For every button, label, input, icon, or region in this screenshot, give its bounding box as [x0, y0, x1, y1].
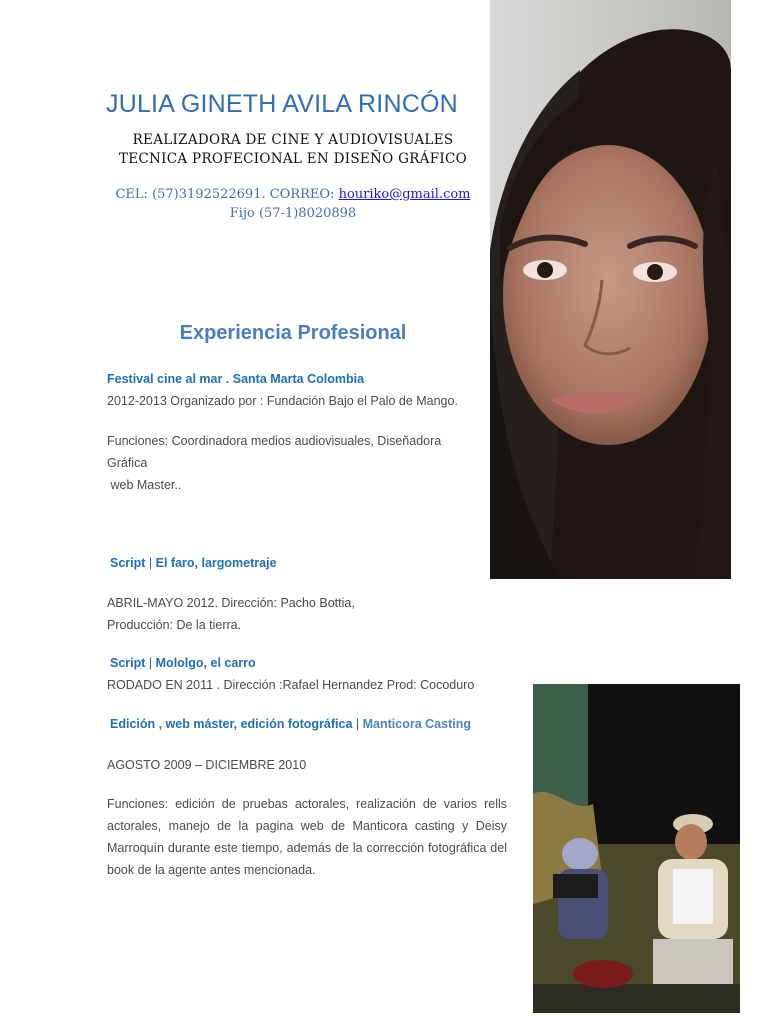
film-set-photo-illustration	[533, 684, 740, 1013]
job-role: Edición , web máster, edición fotográfica	[110, 717, 353, 731]
cv-subtitle-technician: TECNICA PROFECIONAL EN DISEÑO GRÁFICO	[118, 151, 468, 167]
job-title-manticora	[110, 717, 471, 731]
job-functions-manticora: Funciones: edición de pruebas actorales, realización de varios rells actorales, manejo de la pagina web de Manticora casting y Deisy Marroquín durante este tiempo, además de la corrección fotográfica del book de la agente antes mencionada.	[107, 797, 507, 877]
job-description-mololgo: RODADO EN 2011 . Dirección :Rafael Hernandez Prod: Cocoduro	[107, 678, 475, 692]
job-role: Script	[110, 556, 146, 570]
job-production: Producción: De la tierra.	[107, 618, 242, 632]
job-description-festival	[107, 390, 487, 496]
contact-line	[88, 187, 498, 202]
title-separator: |	[145, 556, 156, 570]
job-dates-org: 2012-2013 Organizado por : Fundación Bajo el Palo de Mango.	[107, 394, 458, 408]
title-separator: |	[145, 656, 156, 670]
contact-phone-email-label: CEL: (57)3192522691. CORREO:	[115, 187, 339, 202]
email-link[interactable]: houriko@gmail.com	[338, 187, 471, 202]
cv-subtitle-profession: REALIZADORA DE CINE Y AUDIOVISUALES	[132, 132, 454, 148]
job-functions-webmaster: web Master..	[107, 478, 182, 492]
job-project: Mololgo, el carro	[155, 656, 256, 670]
job-role: Script	[110, 656, 146, 670]
film-set-photo	[533, 684, 740, 1013]
portrait-photo-illustration	[490, 0, 731, 579]
job-description-el-faro	[107, 592, 487, 636]
job-project: El faro, largometraje	[155, 556, 277, 570]
portrait-photo	[490, 0, 731, 579]
section-title-experience: Experiencia Profesional	[179, 322, 407, 344]
cv-name: JULIA GINETH AVILA RINCÓN	[106, 90, 458, 118]
job-title-festival: Festival cine al mar . Santa Marta Colombia	[107, 372, 365, 386]
landline-phone: Fijo (57-1)8020898	[229, 206, 357, 221]
job-functions: Funciones: Coordinadora medios audiovisuales, Diseñadora	[107, 434, 442, 448]
job-title-el-faro	[110, 556, 277, 570]
title-separator: |	[352, 717, 363, 731]
job-dates-manticora: AGOSTO 2009 – DICIEMBRE 2010	[107, 758, 307, 772]
job-dates-direction: ABRIL-MAYO 2012. Dirección: Pacho Bottia,	[107, 596, 355, 610]
job-functions-cont: Gráfica	[107, 456, 148, 470]
job-title-mololgo	[110, 656, 256, 670]
job-company: Manticora Casting	[362, 717, 471, 731]
